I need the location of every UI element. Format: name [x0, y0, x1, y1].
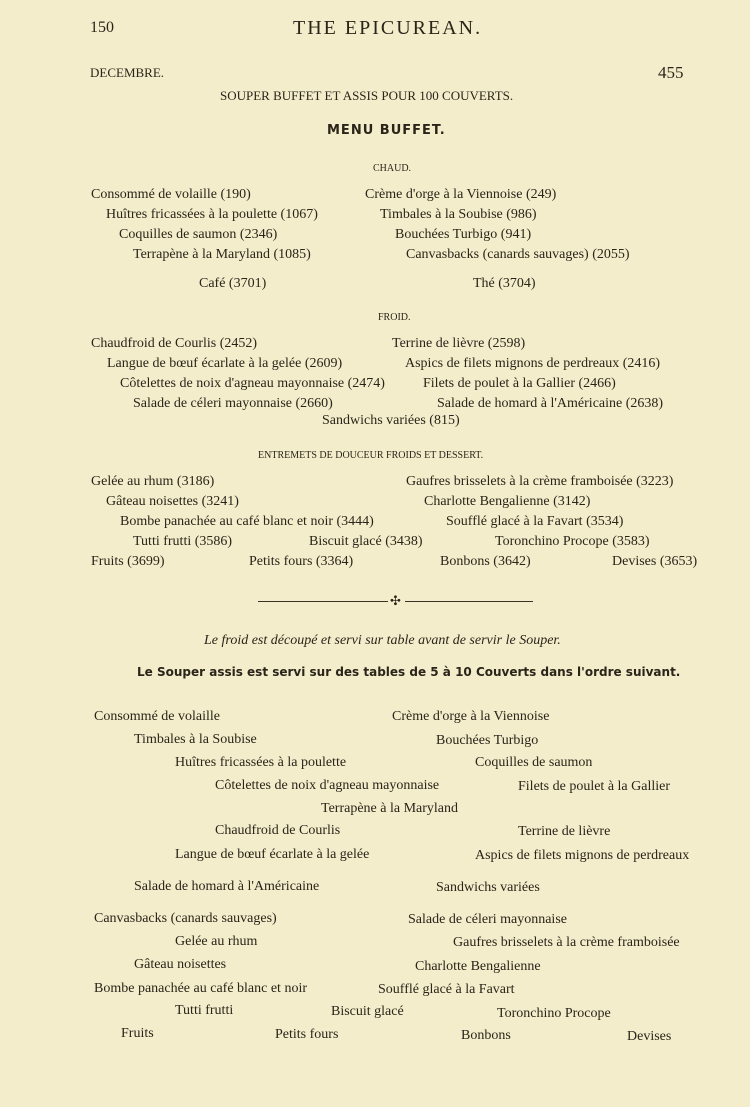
- menu-item: Terrapène à la Maryland (1085): [133, 247, 311, 262]
- menu-item: Crème d'orge à la Viennoise: [392, 709, 550, 724]
- menu-item: Langue de bœuf écarlate à la gelée (2609): [107, 356, 343, 371]
- menu-item: Bouchées Turbigo: [436, 733, 539, 748]
- menu-item: Gaufres brisselets à la crème framboisée (3223): [406, 474, 674, 489]
- menu-item: Biscuit glacé (3438): [309, 534, 423, 549]
- section-heading-froid: FROID.: [378, 312, 411, 323]
- fleuron-icon: ✣: [390, 593, 401, 608]
- menu-item: Charlotte Bengalienne (3142): [424, 494, 591, 509]
- menu-item: Terrine de lièvre: [518, 824, 611, 839]
- menu-item: Bouchées Turbigo (941): [395, 227, 532, 242]
- menu-item: Gaufres brisselets à la crème framboisée: [453, 935, 680, 950]
- menu-item: Tutti frutti (3586): [133, 534, 233, 549]
- menu-item: Bonbons (3642): [440, 554, 531, 569]
- menu-item: Salade de homard à l'Américaine (2638): [437, 396, 664, 411]
- menu-item: Aspics de filets mignons de perdreaux (2416): [405, 356, 661, 371]
- menu-item: Coquilles de saumon: [475, 755, 593, 770]
- menu-item: Langue de bœuf écarlate à la gelée: [175, 847, 370, 862]
- menu-item: Terrapène à la Maryland: [321, 801, 458, 816]
- menu-item: Canvasbacks (canards sauvages): [94, 911, 277, 926]
- menu-title: SOUPER BUFFET ET ASSIS POUR 100 COUVERTS.: [220, 88, 514, 103]
- menu-item: Fruits: [121, 1026, 154, 1041]
- menu-item: Devises: [627, 1029, 672, 1044]
- menu-item: Fruits (3699): [91, 554, 165, 569]
- menu-item: Gelée au rhum (3186): [91, 474, 215, 489]
- menu-item: Salade de céleri mayonnaise (2660): [133, 396, 333, 411]
- menu-item: Bombe panachée au café blanc et noir (3444): [120, 514, 374, 529]
- menu-item: Charlotte Bengalienne: [415, 959, 541, 974]
- section-heading-chaud: CHAUD.: [373, 163, 412, 174]
- separator-rule-right: [405, 601, 533, 602]
- menu-item: Chaudfroid de Courlis: [215, 823, 341, 838]
- menu-item: Sandwichs variées (815): [322, 413, 460, 428]
- menu-item: Filets de poulet à la Gallier: [518, 779, 671, 794]
- menu-item: Salade de homard à l'Américaine: [134, 879, 320, 894]
- menu-item: Devises (3653): [612, 554, 698, 569]
- menu-item: Timbales à la Soubise (986): [380, 207, 537, 222]
- menu-item: Salade de céleri mayonnaise: [408, 912, 567, 927]
- menu-item: Gelée au rhum: [175, 934, 258, 949]
- menu-item: Consommé de volaille (190): [91, 187, 251, 202]
- menu-item: Petits fours: [275, 1027, 339, 1042]
- month-label: DECEMBRE.: [90, 65, 165, 80]
- page-number: 150: [90, 19, 114, 36]
- menu-item: Café (3701): [199, 276, 267, 291]
- menu-item: Gâteau noisettes (3241): [106, 494, 239, 509]
- service-note: Le froid est découpé et servi sur table avant de servir le Souper.: [204, 633, 561, 648]
- menu-item: Soufflé glacé à la Favart: [378, 982, 515, 997]
- menu-item: Consommé de volaille: [94, 709, 220, 724]
- menu-number: 455: [658, 63, 684, 82]
- menu-item: Canvasbacks (canards sauvages) (2055): [406, 247, 630, 262]
- menu-item: Gâteau noisettes: [134, 957, 227, 972]
- menu-item: Huîtres fricassées à la poulette (1067): [106, 207, 318, 222]
- menu-item: Sandwichs variées: [436, 880, 540, 895]
- menu-item: Thé (3704): [473, 276, 536, 291]
- menu-item: Terrine de lièvre (2598): [392, 336, 526, 351]
- menu-item: Toronchino Procope: [497, 1006, 611, 1021]
- menu-item: Chaudfroid de Courlis (2452): [91, 336, 258, 351]
- running-title: THE EPICUREAN.: [293, 17, 483, 39]
- menu-item: Toronchino Procope (3583): [495, 534, 650, 549]
- menu-item: Timbales à la Soubise: [134, 732, 257, 747]
- separator-rule-left: [258, 601, 388, 602]
- menu-subtitle: MENU BUFFET.: [327, 123, 446, 138]
- menu-item: Biscuit glacé: [331, 1004, 404, 1019]
- menu-item: Huîtres fricassées à la poulette: [175, 755, 347, 770]
- menu-item: Crème d'orge à la Viennoise (249): [365, 187, 557, 202]
- menu-item: Tutti frutti: [175, 1003, 234, 1018]
- menu-item: Coquilles de saumon (2346): [119, 227, 278, 242]
- assis-intro: Le Souper assis est servi sur des tables de 5 à 10 Couverts dans l'ordre suivant.: [137, 665, 681, 679]
- section-heading-entremets: ENTREMETS DE DOUCEUR FROIDS ET DESSERT.: [258, 450, 484, 461]
- menu-item: Bombe panachée au café blanc et noir: [94, 981, 308, 996]
- menu-item: Côtelettes de noix d'agneau mayonnaise (2474): [120, 376, 385, 391]
- menu-item: Bonbons: [461, 1028, 511, 1043]
- menu-item: Aspics de filets mignons de perdreaux: [475, 848, 690, 863]
- menu-item: Filets de poulet à la Gallier (2466): [423, 376, 616, 391]
- menu-item: Soufflé glacé à la Favart (3534): [446, 514, 624, 529]
- menu-item: Côtelettes de noix d'agneau mayonnaise: [215, 778, 440, 793]
- menu-item: Petits fours (3364): [249, 554, 354, 569]
